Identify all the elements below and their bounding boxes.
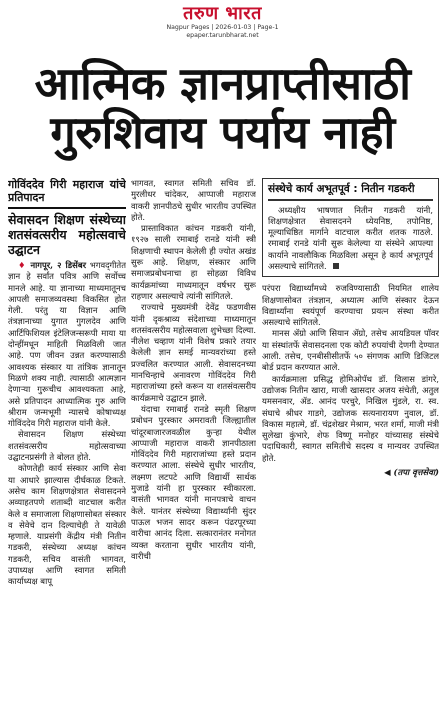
paragraph: यंदाचा रमाबाई रानडे स्मृती शिक्षण प्रबोधन पुरस्कार अमरावती जिल्ह्यातील चांदूरबाजारजवळील कुऱ्हा येथील आप्पाजी महाराज वाकरी ज्ञानपीठाला गोविंददेव गिरी महाराजांच्या हस्ते प्रदान करण्यात आला. संस्थेचे सुधीर भारतीय, लक्ष्मण लटपटे आणि विद्यार्थी सार्थक मुजाडे यांनी हा पुरस्कार स्वीकारला. वासंती भागवत यांनी मानपत्राचे वाचन केले. यानंतर संस्थेच्या विद्यार्थ्यांनी सुंदर पाऊल भजन सादर करून पंढरपूरच्या वारीचा आनंद दिला. सत्कारानंतर मनोगत व्यक्त करताना सुधीर भारतीय यांनी, वारीची <box>131 403 256 561</box>
sidebar-box-text <box>268 205 433 273</box>
article-column-2 <box>131 178 256 708</box>
secondary-headline: सेवासदन शिक्षण संस्थेच्या शतसंवत्सरीय महोत्सवाचे उद्घाटन <box>8 212 126 257</box>
sidebar-box-body: अध्यक्षीय भाषणात नितीन गडकरी यांनी, शिक्षणक्षेत्रात सेवासदनने ध्येयनिष्ठ, तपोनिष्ठ, मूल्याधिष्ठित मार्गाने वाटचाल करीत शतक गाठले. रमाबाई रानडे यांनी सुरू केलेल्या या संस्थेने आपल्या कार्याने नावलौकिक मिळविला असून हे कार्य अभूतपूर्व असल्याचे सांगितले. <box>268 204 433 271</box>
credit-text: (तपा वृत्तसेवा) <box>393 467 439 478</box>
paragraph: कोणतेही कार्य संस्कार आणि सेवा या आधारे झाल्यास दीर्घकाळ टिकते. असेच काम शिक्षणक्षेत्रात सेवासदनने अव्याहतपणे शताब्दी वाटचाल करीत केले व समाजाला शिक्षणासोबत संस्कार व सेवेचे दान दिल्याचेही ते यावेळी म्हणाले. याप्रसंगी केंद्रीय मंत्री नितीन गडकरी, संस्थेच्या अध्यक्ष कांचन गडकरी, सचिव वासंती भागवत, उपाध्यक्ष आणि स्वागत समिती कार्याध्यक्ष बापू <box>8 463 126 587</box>
lead-text: भगवद्‌गीतेत ज्ञान हे सर्वांत पवित्र आणि सर्वोच्च मानले आहे. या ज्ञानाच्या माध्यमातूनच आपली समाजव्यवस्था विकसित होत गेली. परंतु या विज्ञान आणि तंत्रज्ञानाच्या युगात गुगलदेव आणि आर्टिफिशियल इंटेलिजन्सरूपी माया या दोन्हींमधून माहिती मिळविली जात आहे. पण जीवन उन्नत करण्यासाठी आवश्यक संस्कार या तांत्रिक ज्ञानातून मिळणे शक्य नाही. त्यासाठी आत्मज्ञान देणाऱ्या गुरूचीच आवश्यकता आहे, असे प्रतिपादन आध्यात्मिक गुरु आणि श्रीराम जन्मभूमी न्यासचे कोषाध्यक्ष गोविंददेव गिरी महाराज यांनी केले. <box>8 260 126 429</box>
credit-marker-icon: ◀ <box>384 467 391 478</box>
sidebar-box-title: संस्थेचे कार्य अभूतपूर्व : नितीन गडकरी <box>268 183 415 195</box>
paragraph: प्रास्ताविकात कांचन गडकरी यांनी, १९२७ साली रमाबाई रानडे यांनी स्त्री शिक्षणाची स्थापन केलेली ही ज्योत अखंड सुरू आहे. शिक्षण, संस्कार आणि समाजप्रबोधनाचा हा सोहळा विविध कार्यक्रमांच्या माध्यमातून वर्षभर सुरू राहणार असल्याचे त्यांनी सांगितले. <box>131 223 256 301</box>
headline-line-2: गुरुशिवाय पर्याय नाही <box>50 106 395 159</box>
end-mark-icon <box>333 263 339 269</box>
sidebar-box <box>262 178 439 277</box>
headline-line-1: आत्मिक ज्ञानप्राप्तीसाठी <box>34 57 411 110</box>
divider <box>8 207 126 209</box>
paragraph: मानस ॲग्रो आणि सियान ॲग्रो, तसेच आयडियल पॉवर या संस्थांतर्फे सेवासदनला एक कोटी रुपयांची देणगी देण्यात आली. तसेच, एनबीसीसीतर्फे ५० संगणक आणि डिजिटल बोर्ड प्रदान करण्यात आले. <box>262 328 439 373</box>
continuation-credit <box>262 467 439 478</box>
dateline-bullet-icon: ♦ <box>18 260 27 270</box>
paragraph: कार्यक्रमाला प्रसिद्ध होमिओपॅथ डॉ. विलास डांगरे, उद्योजक नितीन खारा, माजी खासदार अजय संचेती, अतुल यमसनवार, ॲड. आनंद परचुरे, निखिल मुंडले, रा. स्व. संघाचे श्रीधर गाडगे, उद्योजक सत्यनारायण नुवाल, डॉ. विकास महात्मे, डॉ. चंद्रशेखर मेश्राम, भरत शर्मा, माजी मंत्री सुलेखा कुंभारे, शेफ विष्णू मनोहर यांच्यासह संस्थेचे पदाधिकारी, स्वागत समितीचे सदस्य व मान्यवर उपस्थित होते. <box>262 373 439 463</box>
page-meta: Nagpur Pages | 2026-01-03 | Page-1 <box>166 24 279 31</box>
logo-text: तरुण भारत <box>183 3 262 24</box>
article-column-3 <box>262 178 439 708</box>
divider <box>268 199 433 201</box>
paragraph: परंपरा विद्यार्थ्यांमध्ये रुजविण्यासाठी नियमित शालेय शिक्षणासोबत तंत्रज्ञान, अध्यात्म आणि संस्कार देऊन विद्यार्थ्यांना स्वयंपूर्ण करण्याचा प्रयत्न संस्था करीत असल्याचे सांगितले. <box>262 283 439 328</box>
paragraph: भागवत, स्वागत समिती सचिव डॉ. मुरलीधर चांदेकर, आप्पाजी महाराज वाकरी ज्ञानपीठचे सुधीर भारतीय उपस्थित होते. <box>131 178 256 222</box>
main-headline <box>6 57 439 159</box>
article-column-1 <box>8 178 126 708</box>
dateline: नागपूर, २ डिसेंबर <box>30 260 87 270</box>
masthead <box>0 4 445 40</box>
newspaper-logo <box>0 4 445 24</box>
lead-paragraph <box>8 260 126 429</box>
paragraph: राज्याचे मुख्यमंत्री देवेंद्र फडणवीस यांनी दृकश्राव्य संदेशाच्या माध्यमातून शतसंवत्सरीय महोत्सवाला शुभेच्छा दिल्या. नीलेश चव्हाण यांनी विशेष प्रकारे तयार केलेली ज्ञान समई मान्यवरांच्या हस्ते प्रज्वलित करण्यात आली. सेवासदनच्या मानचिन्हाचे अनावरण गोविंददेव गिरी महाराजांच्या हस्ते करून या शतसंवत्सरीय कार्यक्रमाचे उद्घाटन झाले. <box>131 302 256 403</box>
subheadline: गोविंददेव गिरी महाराज यांचे प्रतिपादन <box>8 178 126 204</box>
paragraph: सेवासदन शिक्षण संस्थेच्या शतसंवत्सरीय महोत्सवाच्या उद्घाटनप्रसंगी ते बोलत होते. <box>8 429 126 463</box>
site-url: epaper.tarunbharat.net <box>186 32 259 39</box>
